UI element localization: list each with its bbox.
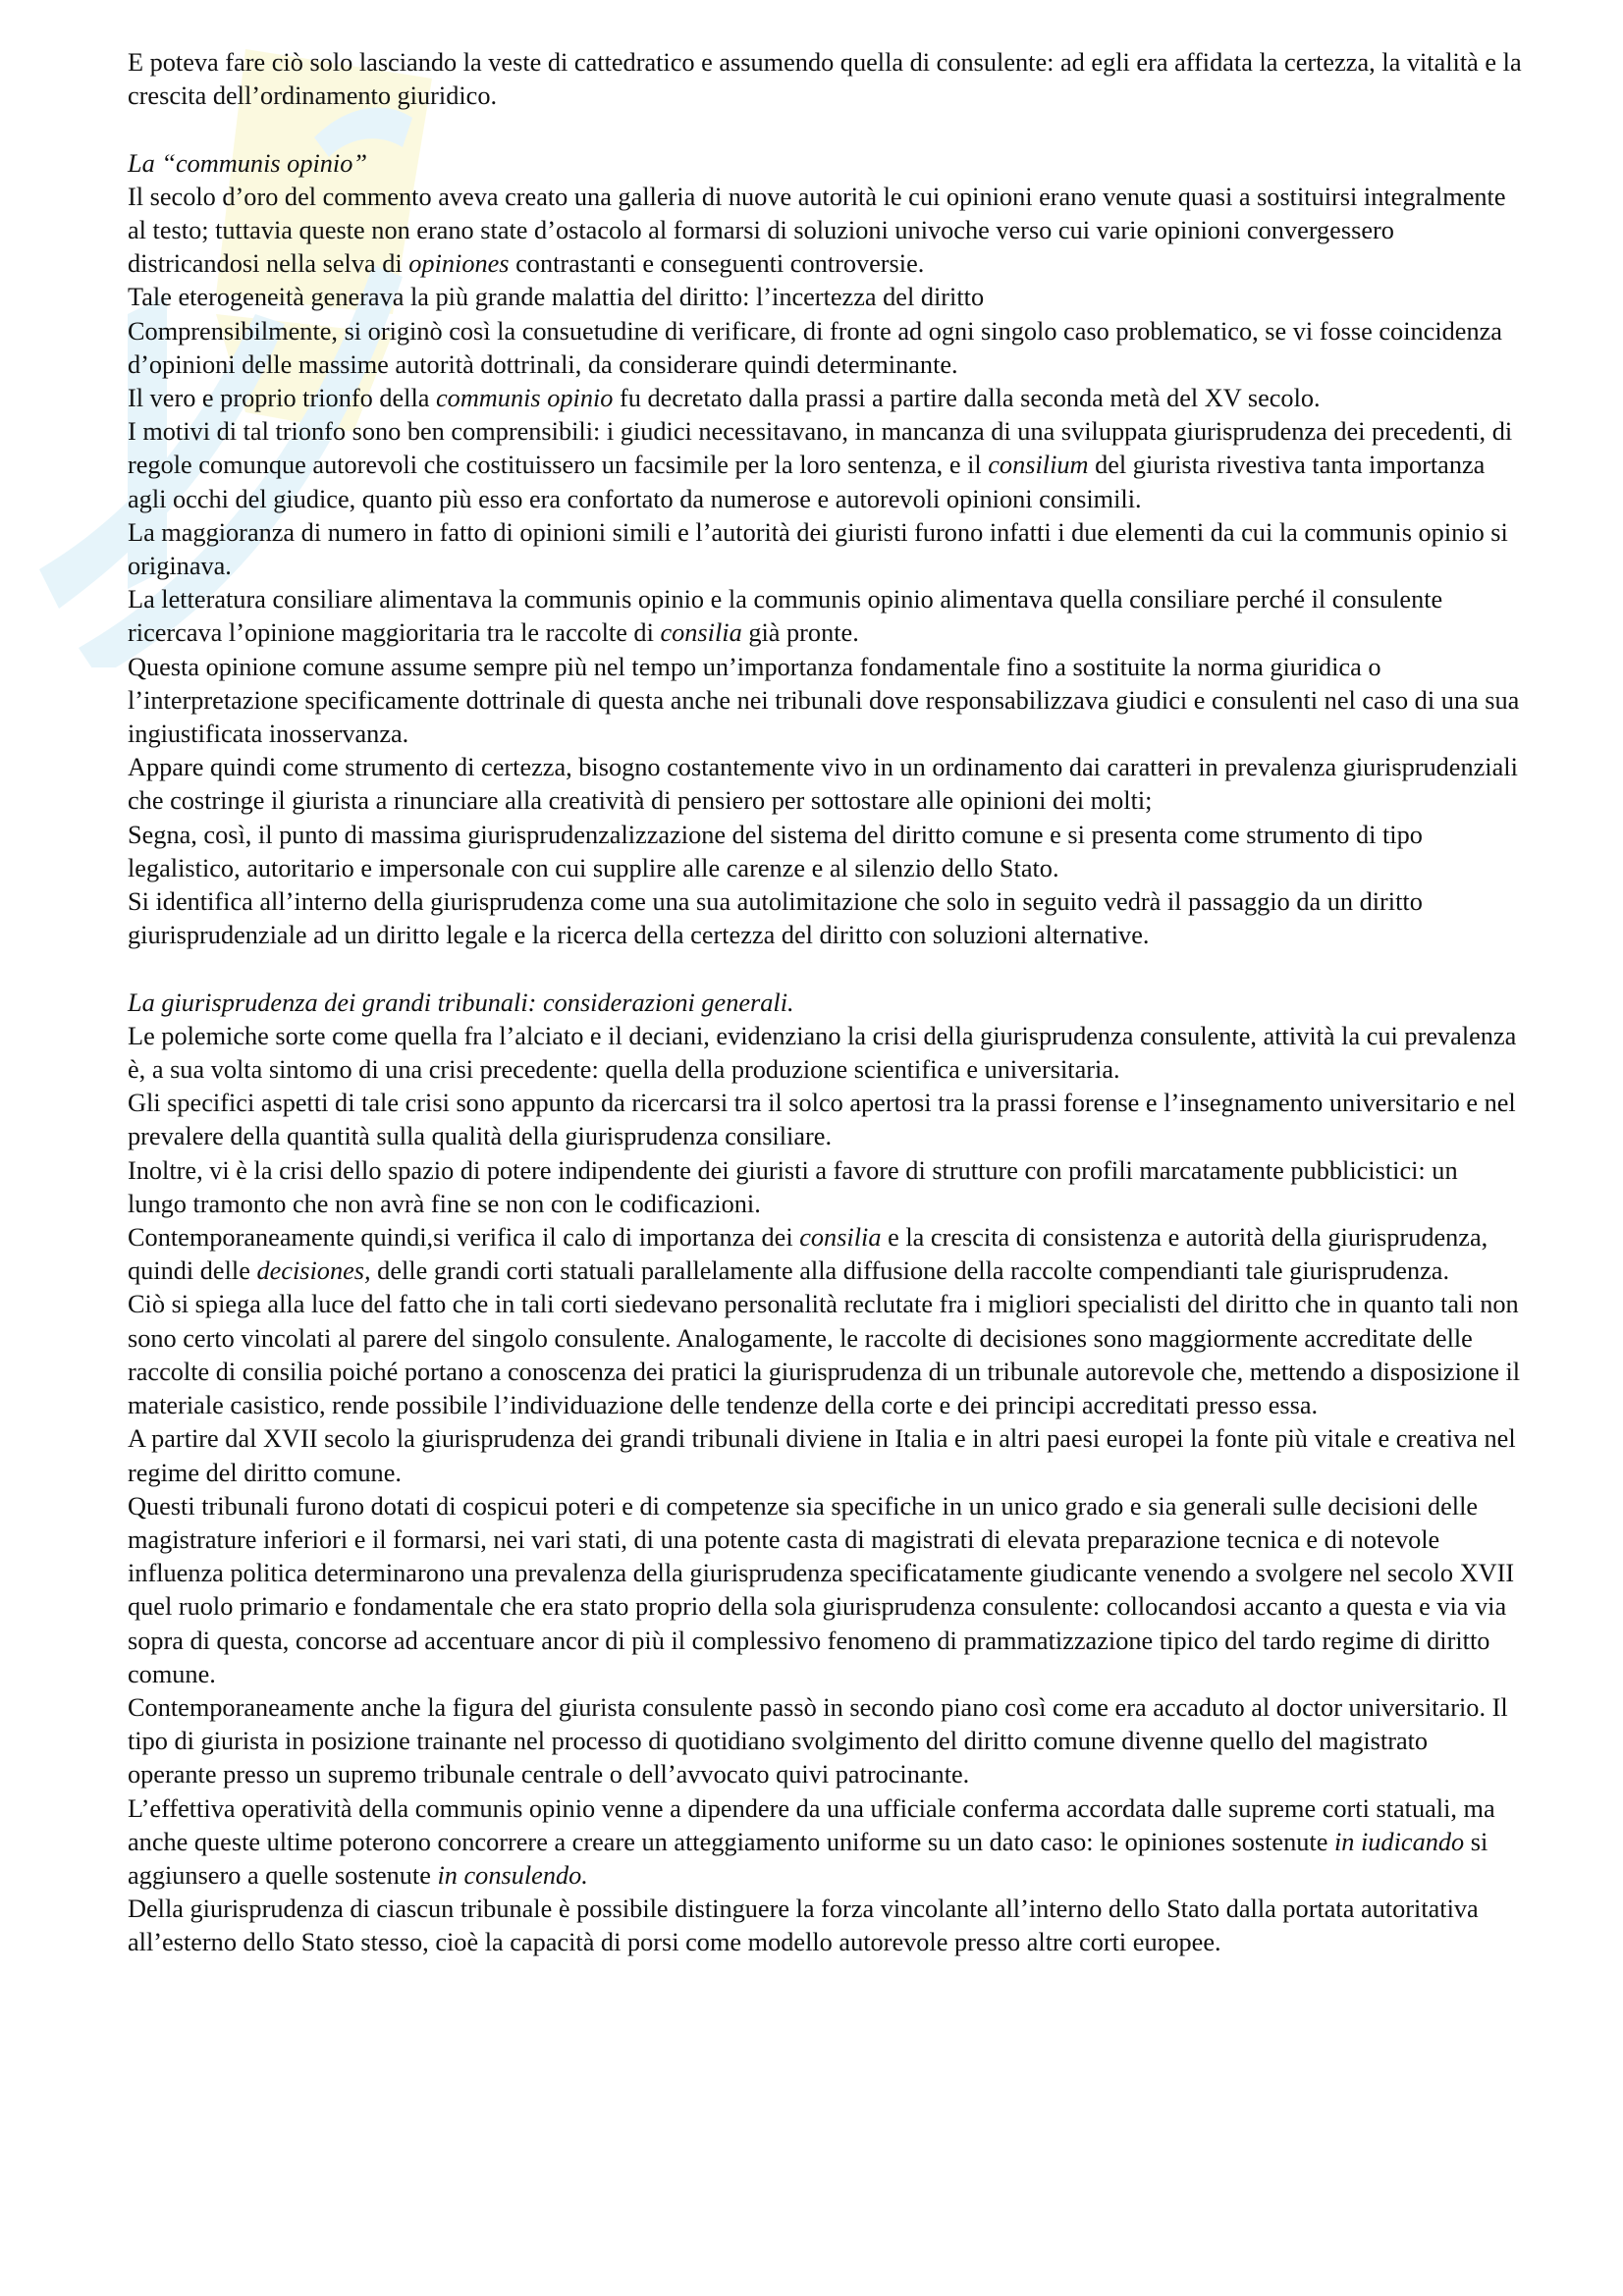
paragraph	[128, 885, 1522, 952]
paragraph	[128, 583, 1522, 650]
text-run: E poteva fare ciò solo lasciando la veste di cattedratico e assumendo quella di consulente: ad egli era affidata la certezza, la vitalità e la crescita dell’ordinamento giuridico.	[128, 48, 1522, 111]
paragraph	[128, 1490, 1522, 1691]
text-run: Della giurisprudenza di ciascun tribunale è possibile distinguere la forza vincolante all’interno dello Stato dalla portata autoritativa all’esterno dello Stato stesso, cioè la capacità di porsi come modello autorevole presso altre corti europee.	[128, 1895, 1479, 1957]
text-run: Inoltre, vi è la crisi dello spazio di potere indipendente dei giuristi a favore di strutture con profili marcatamente pubblicistici: un lungo tramonto che non avrà fine se non con le codificazioni.	[128, 1155, 1458, 1218]
italic-term: communis opinio	[436, 384, 614, 413]
paragraph	[128, 1288, 1522, 1422]
paragraph	[128, 516, 1522, 583]
text-run: Questa opinione comune assume sempre più nel tempo un’importanza fondamentale fino a sostituite la norma giuridica o l’interpretazione specificamente dottrinale di questa anche nei tribunali dove responsabilizzava giudici e consulenti nel caso di una sua ingiustificata inosservanza.	[128, 652, 1520, 749]
text-run: Contemporaneamente anche la figura del giurista consulente passò in secondo piano così come era accaduto al doctor universitario. Il tipo di giurista in posizione trainante nel processo di quotidiano svolgimento del diritto comune divenne quello del magistrato operante presso un supremo tribunale centrale o dell’avvocato quivi patrocinante.	[128, 1692, 1508, 1789]
paragraph	[128, 382, 1522, 415]
intro-block	[128, 46, 1522, 113]
text-run: Le polemiche sorte come quella fra l’alciato e il deciani, evidenziano la crisi della giurisprudenza consulente, attività la cui prevalenza è, a sua volta sintomo di una crisi precedente: quella della produzione scientifica e universitaria.	[128, 1021, 1517, 1085]
text-run: Il secolo d’oro del commento aveva creato una galleria di nuove autorità le cui opinioni erano venute quasi a sostituirsi integralmente al testo; tuttavia queste non erano state d’ostacolo al formarsi di soluzioni univoche verso cui varie opinioni convergessero districandosi nella selva di	[128, 182, 1506, 279]
text-run: e la crescita di consistenza e autorità della giurisprudenza, quindi delle	[128, 1223, 1488, 1286]
blank-line	[128, 113, 1522, 146]
text-run: Gli specifici aspetti di tale crisi sono appunto da ricercarsi tra il solco apertosi tra la prassi forense e l’insegnamento universitario e nel prevalere della quantità sulla qualità della giurisprudenza consiliare.	[128, 1089, 1516, 1151]
text-run: Segna, così, il punto di massima giurisprudenzalizzazione del sistema del diritto comune e si presenta come strumento di tipo legalistico, autoritario e impersonale con cui supplire alle carenze e al silenzio dello Stato.	[128, 820, 1423, 882]
text-run: già pronte.	[741, 618, 859, 648]
italic-term: opiniones	[408, 249, 510, 279]
paragraph	[128, 1893, 1522, 1959]
text-run: Ciò si spiega alla luce del fatto che in tali corti siedevano personalità reclutate fra i migliori specialisti del diritto che in quanto tali non sono certo vincolati al parere del singolo consulente. Analogamente, le raccolte di decisiones sono maggiormente accreditate delle raccolte di consilia poiché portano a conoscenza dei pratici la giurisprudenza di un tribunale autorevole che, mettendo a disposizione il materiale casistico, rende possibile l’individuazione delle tendenze della corte e dei principi accreditati presso essa.	[128, 1290, 1521, 1420]
section-communis-opinio-body	[128, 181, 1522, 953]
text-run: Tale eterogeneità generava la più grande malattia del diritto: l’incertezza del diritto	[128, 283, 985, 312]
section-heading-grandi-tribunali: La giurisprudenza dei grandi tribunali: considerazioni generali.	[128, 988, 794, 1017]
text-run: Il vero e proprio trionfo della	[128, 384, 436, 413]
text-run: La maggioranza di numero in fatto di opinioni simili e l’autorità dei giuristi furono infatti i due elementi da cui la communis opinio si originava.	[128, 517, 1508, 581]
blank-line	[128, 952, 1522, 986]
italic-term: in consulendo.	[437, 1860, 588, 1890]
text-run: Appare quindi come strumento di certezza, bisogno costantemente vivo in un ordinamento dai caratteri in prevalenza giurisprudenziali che costringe il giurista a rinunciare alla creatività di pensiero per sottostare alle opinioni dei molti;	[128, 753, 1518, 816]
text-run: Comprensibilmente, si originò così la consuetudine di verificare, di fronte ad ogni singolo caso problematico, se vi fosse coincidenza d’opinioni delle massime autorità dottrinali, da considerare quindi determinante.	[128, 316, 1502, 379]
paragraph	[128, 415, 1522, 516]
text-run: Contemporaneamente quindi,si verifica il calo di importanza dei	[128, 1223, 800, 1253]
italic-term: decisiones,	[256, 1256, 371, 1286]
paragraph	[128, 1020, 1522, 1087]
paragraph	[128, 281, 1522, 314]
paragraph	[128, 1792, 1522, 1894]
paragraph	[128, 1087, 1522, 1153]
text-run: Si identifica all’interno della giurisprudenza come una sua autolimitazione che solo in seguito vedrà il passaggio da un diritto giurisprudenziale ad un diritto legale e la ricerca della certezza del diritto con soluzioni alternative.	[128, 887, 1423, 950]
section-grandi-tribunali-body	[128, 1020, 1522, 1960]
text-run: I motivi di tal trionfo sono ben comprensibili: i giudici necessitavano, in mancanza di una sviluppata giurisprudenza dei precedenti, di regole comunque autorevoli che costituissero un facsimile per la loro sentenza, e il	[128, 417, 1513, 480]
text-run: Questi tribunali furono dotati di cospicui poteri e di competenze sia specifiche in un unico grado e sia generali sulle decisioni delle magistrature inferiori e il formarsi, nei vari stati, di una potente casta di magistrati di elevata preparazione tecnica e di notevole influenza politica determinarono una prevalenza della giurisprudenza specificatamente giudicante venendo a svolgere nel secolo XVII quel ruolo primario e fondamentale che era stato proprio della sola giurisprudenza consulente: collocandosi accanto a questa e via via sopra di questa, concorse ad accentuare ancor di più il complessivo fenomeno di prammatizzazione tipico del tardo regime di diritto comune.	[128, 1491, 1515, 1688]
text-run: A partire dal XVII secolo la giurisprudenza dei grandi tribunali diviene in Italia e in altri paesi europei la fonte più vitale e creativa nel regime del diritto comune.	[128, 1424, 1516, 1487]
paragraph	[128, 1221, 1522, 1288]
paragraph	[128, 1691, 1522, 1792]
text-run: delle grandi corti statuali parallelamente alla diffusione della raccolte compendianti tale giurisprudenza.	[370, 1256, 1450, 1286]
document-page	[128, 46, 1522, 1960]
text-run: del giurista rivestiva tanta importanza agli occhi del giudice, quanto più esso era confortato da numerose e autorevoli opinioni consimili.	[128, 451, 1486, 513]
section-heading-communis-opinio: La “communis opinio”	[128, 148, 368, 178]
text-run: fu decretato dalla prassi a partire dalla seconda metà del XV secolo.	[613, 384, 1321, 413]
italic-term: consilia	[660, 618, 742, 648]
paragraph	[128, 181, 1522, 282]
italic-term: consilium	[988, 451, 1089, 480]
italic-term: in iudicando	[1333, 1827, 1465, 1856]
text-run: L’effettiva operatività della communis opinio venne a dipendere da una ufficiale conferma accordata dalle supreme corti statuali, ma anche queste ultime poterono concorrere a creare un atteggiamento uniforme su un dato caso: le opiniones sostenute	[128, 1793, 1495, 1856]
text-run: si aggiunsero a quelle sostenute	[128, 1827, 1488, 1890]
paragraph	[128, 1422, 1522, 1489]
paragraph	[128, 1154, 1522, 1221]
paragraph	[128, 315, 1522, 382]
paragraph	[128, 651, 1522, 752]
text-run: La letteratura consiliare alimentava la communis opinio e la communis opinio alimentava quella consiliare perché il consulente ricercava l’opinione maggioritaria tra le raccolte di	[128, 585, 1443, 648]
paragraph	[128, 46, 1522, 113]
paragraph	[128, 751, 1522, 818]
italic-term: consilia	[799, 1223, 882, 1253]
paragraph	[128, 819, 1522, 885]
text-run: contrastanti e conseguenti controversie.	[509, 249, 925, 279]
